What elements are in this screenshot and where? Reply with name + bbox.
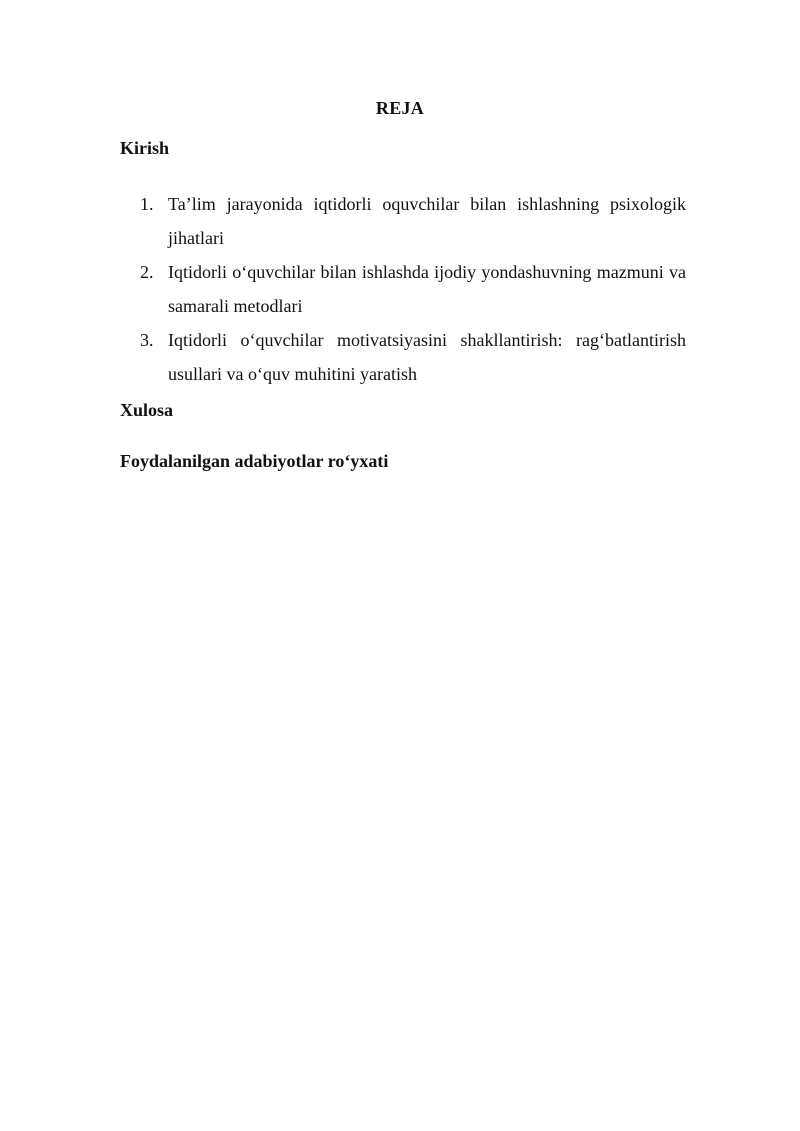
section-intro-heading: Kirish	[120, 138, 170, 158]
list-item-text: Ta’lim jarayonida iqtidorli oquvchilar bilan ishlashning psixologik jihatlari	[168, 194, 686, 248]
list-item-number: 1.	[140, 194, 154, 214]
list-item	[140, 255, 686, 323]
page-title: REJA	[375, 98, 425, 118]
list-item-text: Iqtidorli o‘quvchilar motivatsiyasini shakllantirish: rag‘batlantirish usullari va o‘quv muhitini yaratish	[168, 330, 686, 384]
section-conclusion-heading: Xulosa	[120, 400, 174, 420]
section-references-heading: Foydalanilgan adabiyotlar ro‘yxati	[120, 451, 389, 471]
list-item-text: Iqtidorli o‘quvchilar bilan ishlashda ijodiy yondashuvning mazmuni va samarali metodlari	[168, 262, 686, 316]
list-item-number: 2.	[140, 262, 154, 282]
list-item-number: 3.	[140, 330, 154, 350]
list-item	[140, 323, 686, 391]
list-item	[140, 187, 686, 255]
plan-list	[140, 187, 686, 391]
